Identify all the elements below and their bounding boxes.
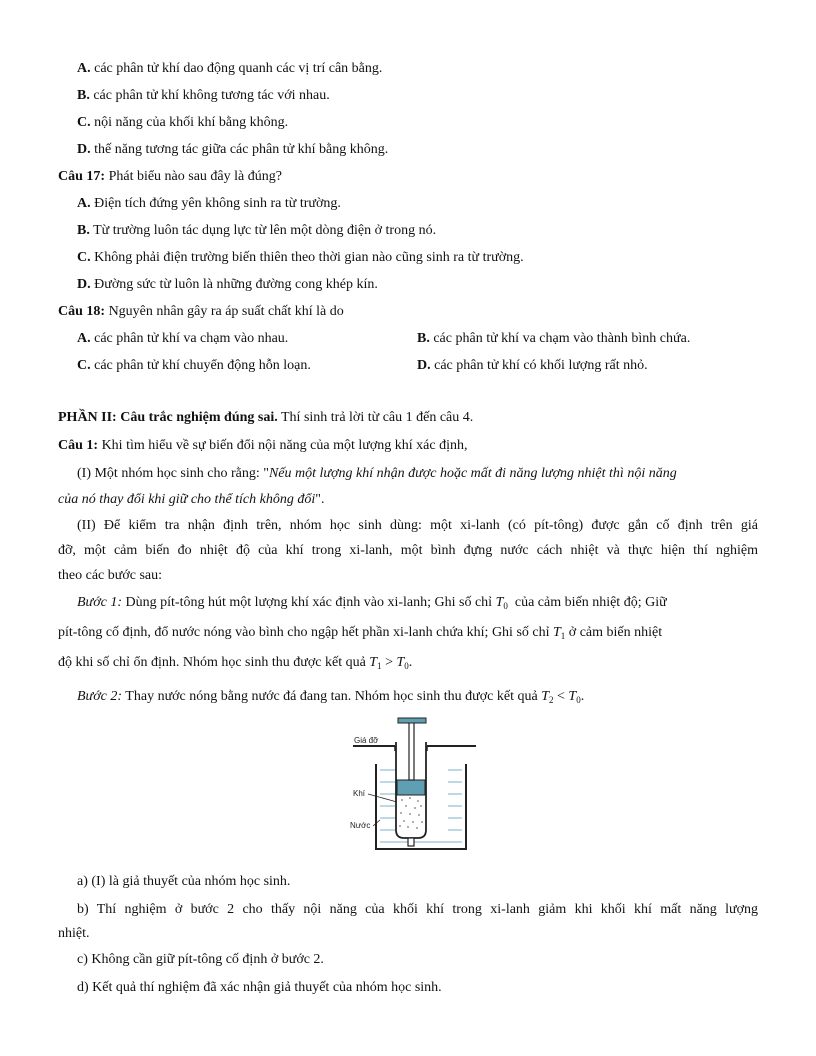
question-text: Nguyên nhân gây ra áp suất chất khí là do (108, 304, 344, 319)
option-label: A. (77, 331, 91, 346)
option-text: các phân tử khí dao động quanh các vị trí cân bằng. (94, 61, 383, 76)
question-text: Khi tìm hiểu về sự biến đổi nội năng của một lượng khí xác định, (101, 438, 468, 453)
option-label: A. (77, 61, 91, 76)
statement-c: c) Không cần giữ pít-tông cố định ở bước 2. (77, 952, 324, 967)
option-text: Đường sức từ luôn là những đường cong khép kín. (94, 277, 378, 292)
statement-b-line1: b) Thí nghiệm ở bước 2 cho thấy nội năng của khối khí trong xi-lanh giảm khi khối khí mất năng lượng (77, 902, 758, 917)
option-label: B. (417, 331, 430, 346)
option-label: D. (77, 142, 91, 157)
option-text: Không phải điện trường biến thiên theo thời gian nào cũng sinh ra từ trường. (94, 250, 524, 265)
q18-stem (58, 303, 344, 321)
option-label: C. (77, 250, 91, 265)
q16-option-d (77, 141, 388, 159)
option-label: A. (77, 196, 91, 211)
statement-a: a) (I) là giả thuyết của nhóm học sinh. (77, 874, 291, 889)
step2-line: Bước 2: Thay nước nóng bằng nước đá đang tan. Nhóm học sinh thu được kết quả $T_2 < T_0$. (77, 689, 585, 705)
option-text: nội năng của khối khí bằng không. (94, 115, 289, 130)
option-text: các phân tử khí có khối lượng rất nhỏ. (434, 358, 648, 373)
option-label: B. (77, 88, 90, 103)
step1-line2: pít-tông cố định, đổ nước nóng vào bình cho ngập hết phần xi-lanh chứa khí; Ghi số chỉ $T_1$ ở cảm biến nhiệt (58, 625, 663, 641)
q17-option-b (77, 222, 436, 240)
option-text: các phân tử khí chuyển động hỗn loạn. (94, 358, 311, 373)
option-label: C. (77, 115, 91, 130)
step1-line3: độ khi số chỉ ổn định. Nhóm học sinh thu được kết quả $T_1 > T_0$. (58, 655, 413, 671)
label-water: Nước (350, 821, 371, 830)
q17-stem (58, 168, 282, 186)
question-label: Câu 17: (58, 169, 106, 184)
step2-label: Bước 2: (77, 689, 123, 704)
gas (398, 795, 425, 829)
part2-instruction: Thí sinh trả lời từ câu 1 đến câu 4. (281, 410, 474, 425)
question-label: Câu 1: (58, 438, 99, 453)
q17-option-a (77, 195, 341, 213)
statement-2-line2: đỡ, một cảm biến đo nhiệt độ của khí trong xi-lanh, một bình đựng nước cách nhiệt và thực hiện thí nghiệm (58, 543, 758, 558)
piston (397, 718, 426, 795)
q16-option-a (77, 60, 382, 78)
question-label: Câu 18: (58, 304, 106, 319)
q16-option-c (77, 114, 288, 132)
q16-option-b (77, 87, 330, 105)
statement-2-line3: theo các bước sau: (58, 568, 163, 583)
option-text: các phân tử khí va chạm vào thành bình chứa. (433, 331, 691, 346)
option-text: các phân tử khí va chạm vào nhau. (94, 331, 289, 346)
statement-1-line2: của nó thay đổi khi giữ cho thể tích không đổi". (58, 492, 325, 507)
part2-title: PHẦN II: Câu trắc nghiệm đúng sai. (58, 410, 278, 425)
q17-option-c (77, 249, 524, 267)
q18-option-a (77, 330, 288, 348)
option-text: Điện tích đứng yên không sinh ra từ trường. (94, 196, 341, 211)
step1-line1: Bước 1: Dùng pít-tông hút một lượng khí xác định vào xi-lanh; Ghi số chỉ $T_0$ của cảm biến nhiệt độ; Giữ (77, 595, 667, 611)
statement-d: d) Kết quả thí nghiệm đã xác nhận giả thuyết của nhóm học sinh. (77, 980, 442, 995)
q18-option-d (417, 357, 648, 375)
option-label: D. (417, 358, 431, 373)
q18-option-b (417, 330, 690, 348)
q17-option-d (77, 276, 378, 294)
question-text: Phát biểu nào sau đây là đúng? (108, 169, 282, 184)
statement-b-line2: nhiệt. (58, 926, 90, 941)
part2-heading (58, 409, 473, 427)
p2q1-stem (58, 437, 467, 455)
option-label: C. (77, 358, 91, 373)
experiment-apparatus-figure (340, 712, 480, 854)
step1-label: Bước 1: (77, 595, 123, 610)
option-label: B. (77, 223, 90, 238)
label-gas: Khí (353, 789, 366, 798)
option-text: các phân tử khí không tương tác với nhau. (93, 88, 330, 103)
label-stand: Giá đỡ (354, 736, 379, 745)
option-text: thế năng tương tác giữa các phân tử khí bằng không. (94, 142, 389, 157)
statement-1-line1: (I) Một nhóm học sinh cho rằng: "Nếu một lượng khí nhận được hoặc mất đi năng lượng nhiệt thì nội năng (77, 466, 677, 481)
q18-option-c (77, 357, 311, 375)
option-text: Từ trường luôn tác dụng lực từ lên một dòng điện ở trong nó. (93, 223, 437, 238)
option-label: D. (77, 277, 91, 292)
statement-2-line1: (II) Để kiểm tra nhận định trên, nhóm học sinh dùng: một xi-lanh (có pít-tông) được gắn cố định trên giá (77, 518, 758, 533)
